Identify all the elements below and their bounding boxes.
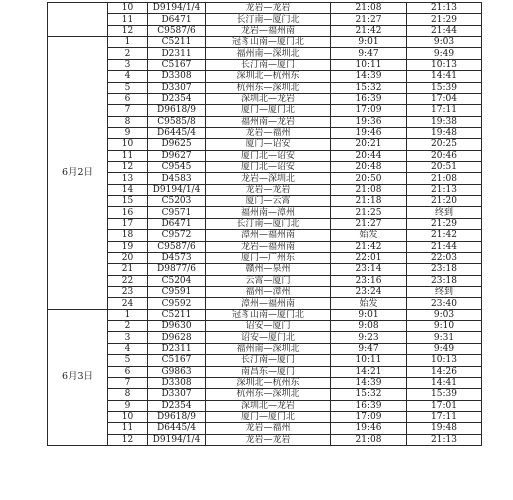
seq-cell: 7 [108, 377, 148, 388]
seq-cell: 11 [108, 14, 148, 25]
table-row [48, 343, 482, 354]
table-row [48, 14, 482, 25]
departure-time-cell: 23:40 [407, 298, 482, 309]
seq-cell: 19 [108, 241, 148, 252]
train-number-cell: C5204 [148, 275, 206, 286]
seq-cell: 23 [108, 286, 148, 297]
arrival-time-cell: 15:32 [331, 82, 407, 93]
route-cell: 龙岩—福州南 [206, 25, 331, 36]
seq-cell: 4 [108, 71, 148, 82]
table-row [48, 309, 482, 320]
departure-time-cell: 9:10 [407, 321, 482, 332]
seq-cell: 12 [108, 25, 148, 36]
table-row [48, 264, 482, 275]
arrival-time-cell: 17:09 [331, 411, 407, 422]
arrival-time-cell: 21:08 [331, 434, 407, 445]
departure-time-cell: 19:38 [407, 116, 482, 127]
table-row [48, 139, 482, 150]
seq-cell: 2 [108, 321, 148, 332]
departure-time-cell: 21:20 [407, 196, 482, 207]
table-row [48, 207, 482, 218]
table-row [48, 389, 482, 400]
seq-cell: 11 [108, 150, 148, 161]
seq-cell: 1 [108, 37, 148, 48]
seq-cell: 21 [108, 264, 148, 275]
departure-time-cell: 10:13 [407, 355, 482, 366]
table-row [48, 286, 482, 297]
route-cell: 厦门—广州东 [206, 252, 331, 263]
table-row [48, 25, 482, 36]
table-row [48, 173, 482, 184]
route-cell: 福州南—深圳北 [206, 343, 331, 354]
route-cell: 厦门—诏安 [206, 139, 331, 150]
arrival-time-cell: 21:08 [331, 184, 407, 195]
departure-time-cell: 15:39 [407, 82, 482, 93]
arrival-time-cell: 14:21 [331, 366, 407, 377]
arrival-time-cell: 14:39 [331, 377, 407, 388]
seq-cell: 3 [108, 332, 148, 343]
seq-cell: 15 [108, 196, 148, 207]
arrival-time-cell: 21:27 [331, 218, 407, 229]
table-row [48, 400, 482, 411]
table-row [48, 127, 482, 138]
table-row [48, 241, 482, 252]
date-cell: 6月2日 [48, 37, 108, 310]
arrival-time-cell: 始发 [331, 298, 407, 309]
schedule-body [48, 3, 482, 446]
train-number-cell: D9627 [148, 150, 206, 161]
departure-time-cell: 21:13 [407, 3, 482, 14]
seq-cell: 10 [108, 139, 148, 150]
seq-cell: 13 [108, 173, 148, 184]
seq-cell: 10 [108, 411, 148, 422]
table-row [48, 321, 482, 332]
seq-cell: 16 [108, 207, 148, 218]
departure-time-cell: 20:46 [407, 150, 482, 161]
departure-time-cell: 17:01 [407, 400, 482, 411]
seq-cell: 14 [108, 184, 148, 195]
departure-time-cell: 22:03 [407, 252, 482, 263]
train-number-cell: D6471 [148, 14, 206, 25]
route-cell: 漳州—福州南 [206, 230, 331, 241]
train-number-cell: G9863 [148, 366, 206, 377]
route-cell: 长汀南—厦门北 [206, 218, 331, 229]
departure-time-cell: 9:49 [407, 48, 482, 59]
seq-cell: 8 [108, 116, 148, 127]
route-cell: 深圳北—龙岩 [206, 93, 331, 104]
departure-time-cell: 9:31 [407, 332, 482, 343]
route-cell: 福州南—龙岩 [206, 116, 331, 127]
arrival-time-cell: 21:25 [331, 207, 407, 218]
route-cell: 深圳北—杭州东 [206, 377, 331, 388]
route-cell: 杭州东—深圳北 [206, 82, 331, 93]
route-cell: 长汀南—厦门 [206, 59, 331, 70]
arrival-time-cell: 19:46 [331, 423, 407, 434]
train-number-cell: D9194/1/4 [148, 3, 206, 14]
train-number-cell: D2354 [148, 93, 206, 104]
table-row [48, 196, 482, 207]
seq-cell: 11 [108, 423, 148, 434]
train-number-cell: C5167 [148, 355, 206, 366]
train-number-cell: D6445/4 [148, 127, 206, 138]
train-number-cell: C9545 [148, 162, 206, 173]
departure-time-cell: 21:44 [407, 241, 482, 252]
route-cell: 冠豸山南—厦门北 [206, 309, 331, 320]
departure-time-cell: 14:41 [407, 377, 482, 388]
seq-cell: 3 [108, 59, 148, 70]
seq-cell: 20 [108, 252, 148, 263]
table-row [48, 93, 482, 104]
arrival-time-cell: 23:24 [331, 286, 407, 297]
arrival-time-cell: 9:01 [331, 309, 407, 320]
seq-cell: 6 [108, 366, 148, 377]
table-row [48, 411, 482, 422]
train-number-cell: D9194/1/4 [148, 434, 206, 445]
table-row [48, 162, 482, 173]
train-number-cell: D3308 [148, 377, 206, 388]
train-number-cell: D4583 [148, 173, 206, 184]
departure-time-cell: 终到 [407, 286, 482, 297]
train-number-cell: D6445/4 [148, 423, 206, 434]
train-number-cell: C9587/6 [148, 241, 206, 252]
table-row [48, 298, 482, 309]
departure-time-cell: 17:04 [407, 93, 482, 104]
arrival-time-cell: 21:42 [331, 25, 407, 36]
arrival-time-cell: 20:48 [331, 162, 407, 173]
departure-time-cell: 20:25 [407, 139, 482, 150]
table-row [48, 105, 482, 116]
seq-cell: 12 [108, 162, 148, 173]
train-number-cell: C5211 [148, 309, 206, 320]
route-cell: 龙岩—福州 [206, 127, 331, 138]
date-cell [48, 3, 108, 37]
train-number-cell: D4573 [148, 252, 206, 263]
route-cell: 南昌东—厦门 [206, 366, 331, 377]
table-row [48, 82, 482, 93]
train-number-cell: C5211 [148, 37, 206, 48]
route-cell: 龙岩—福州南 [206, 241, 331, 252]
train-number-cell: D9618/9 [148, 105, 206, 116]
route-cell: 龙岩—龙岩 [206, 434, 331, 445]
train-number-cell: D9630 [148, 321, 206, 332]
route-cell: 龙岩—深圳北 [206, 173, 331, 184]
arrival-time-cell: 21:18 [331, 196, 407, 207]
route-cell: 厦门北—诏安 [206, 150, 331, 161]
route-cell: 长汀南—厦门北 [206, 14, 331, 25]
route-cell: 厦门北—诏安 [206, 162, 331, 173]
seq-cell: 8 [108, 389, 148, 400]
arrival-time-cell: 19:36 [331, 116, 407, 127]
seq-cell: 9 [108, 400, 148, 411]
table-row [48, 150, 482, 161]
train-number-cell: D2311 [148, 343, 206, 354]
table-row [48, 434, 482, 445]
departure-time-cell: 17:11 [407, 105, 482, 116]
arrival-time-cell: 20:21 [331, 139, 407, 150]
seq-cell: 12 [108, 434, 148, 445]
route-cell: 福州—漳州 [206, 286, 331, 297]
table-row [48, 37, 482, 48]
arrival-time-cell: 21:08 [331, 3, 407, 14]
route-cell: 赣州—泉州 [206, 264, 331, 275]
departure-time-cell: 19:48 [407, 127, 482, 138]
route-cell: 厦门—厦门北 [206, 411, 331, 422]
train-number-cell: D2354 [148, 400, 206, 411]
departure-time-cell: 23:18 [407, 275, 482, 286]
train-schedule-table [47, 2, 482, 446]
departure-time-cell: 9:03 [407, 309, 482, 320]
arrival-time-cell: 始发 [331, 230, 407, 241]
train-number-cell: D3308 [148, 71, 206, 82]
train-number-cell: D9628 [148, 332, 206, 343]
train-number-cell: D9877/6 [148, 264, 206, 275]
departure-time-cell: 21:42 [407, 230, 482, 241]
departure-time-cell: 19:48 [407, 423, 482, 434]
table-row [48, 252, 482, 263]
train-number-cell: C9592 [148, 298, 206, 309]
seq-cell: 7 [108, 105, 148, 116]
arrival-time-cell: 21:42 [331, 241, 407, 252]
departure-time-cell: 14:41 [407, 71, 482, 82]
date-cell: 6月3日 [48, 309, 108, 445]
train-number-cell: D6471 [148, 218, 206, 229]
table-row [48, 184, 482, 195]
table-row [48, 423, 482, 434]
departure-time-cell: 终到 [407, 207, 482, 218]
table-row [48, 218, 482, 229]
seq-cell: 2 [108, 48, 148, 59]
arrival-time-cell: 20:44 [331, 150, 407, 161]
route-cell: 厦门—厦门北 [206, 105, 331, 116]
table-row [48, 48, 482, 59]
table-row [48, 377, 482, 388]
arrival-time-cell: 14:39 [331, 71, 407, 82]
departure-time-cell: 21:08 [407, 173, 482, 184]
train-number-cell: C9591 [148, 286, 206, 297]
seq-cell: 5 [108, 355, 148, 366]
departure-time-cell: 21:13 [407, 184, 482, 195]
train-number-cell: C5167 [148, 59, 206, 70]
departure-time-cell: 20:51 [407, 162, 482, 173]
route-cell: 诏安—厦门 [206, 321, 331, 332]
table-row [48, 332, 482, 343]
table-row [48, 3, 482, 14]
train-number-cell: D9618/9 [148, 411, 206, 422]
train-number-cell: C9585/8 [148, 116, 206, 127]
departure-time-cell: 9:03 [407, 37, 482, 48]
route-cell: 福州南—深圳北 [206, 48, 331, 59]
seq-cell: 10 [108, 3, 148, 14]
arrival-time-cell: 15:32 [331, 389, 407, 400]
route-cell: 厦门—云霄 [206, 196, 331, 207]
departure-time-cell: 9:49 [407, 343, 482, 354]
arrival-time-cell: 16:39 [331, 93, 407, 104]
table-row [48, 275, 482, 286]
route-cell: 龙岩—龙岩 [206, 3, 331, 14]
arrival-time-cell: 23:16 [331, 275, 407, 286]
table-row [48, 59, 482, 70]
departure-time-cell: 17:11 [407, 411, 482, 422]
table-row [48, 116, 482, 127]
arrival-time-cell: 10:11 [331, 59, 407, 70]
seq-cell: 1 [108, 309, 148, 320]
seq-cell: 22 [108, 275, 148, 286]
table-row [48, 230, 482, 241]
route-cell: 深圳北—杭州东 [206, 71, 331, 82]
departure-time-cell: 15:39 [407, 389, 482, 400]
departure-time-cell: 21:44 [407, 25, 482, 36]
route-cell: 福州南—漳州 [206, 207, 331, 218]
train-number-cell: C9587/6 [148, 25, 206, 36]
table-row [48, 366, 482, 377]
departure-time-cell: 21:29 [407, 14, 482, 25]
route-cell: 长汀南—厦门 [206, 355, 331, 366]
train-number-cell: D3307 [148, 82, 206, 93]
route-cell: 杭州东—深圳北 [206, 389, 331, 400]
train-number-cell: D2311 [148, 48, 206, 59]
train-number-cell: C5203 [148, 196, 206, 207]
departure-time-cell: 10:13 [407, 59, 482, 70]
table-row [48, 71, 482, 82]
departure-time-cell: 23:18 [407, 264, 482, 275]
departure-time-cell: 21:13 [407, 434, 482, 445]
arrival-time-cell: 23:14 [331, 264, 407, 275]
arrival-time-cell: 9:08 [331, 321, 407, 332]
seq-cell: 4 [108, 343, 148, 354]
route-cell: 漳州—福州南 [206, 298, 331, 309]
departure-time-cell: 14:26 [407, 366, 482, 377]
arrival-time-cell: 9:47 [331, 343, 407, 354]
arrival-time-cell: 21:27 [331, 14, 407, 25]
arrival-time-cell: 17:09 [331, 105, 407, 116]
seq-cell: 18 [108, 230, 148, 241]
train-number-cell: C9572 [148, 230, 206, 241]
arrival-time-cell: 9:23 [331, 332, 407, 343]
arrival-time-cell: 20:50 [331, 173, 407, 184]
route-cell: 龙岩—龙岩 [206, 184, 331, 195]
departure-time-cell: 21:29 [407, 218, 482, 229]
arrival-time-cell: 9:47 [331, 48, 407, 59]
route-cell: 云霄—厦门 [206, 275, 331, 286]
train-number-cell: D9625 [148, 139, 206, 150]
route-cell: 龙岩—福州 [206, 423, 331, 434]
seq-cell: 9 [108, 127, 148, 138]
seq-cell: 24 [108, 298, 148, 309]
seq-cell: 5 [108, 82, 148, 93]
train-number-cell: D9194/1/4 [148, 184, 206, 195]
arrival-time-cell: 10:11 [331, 355, 407, 366]
route-cell: 诏安—厦门北 [206, 332, 331, 343]
arrival-time-cell: 9:01 [331, 37, 407, 48]
table-row [48, 355, 482, 366]
route-cell: 冠豸山南—厦门北 [206, 37, 331, 48]
arrival-time-cell: 19:46 [331, 127, 407, 138]
route-cell: 深圳北—龙岩 [206, 400, 331, 411]
train-number-cell: C9571 [148, 207, 206, 218]
train-number-cell: D3307 [148, 389, 206, 400]
arrival-time-cell: 22:01 [331, 252, 407, 263]
seq-cell: 17 [108, 218, 148, 229]
arrival-time-cell: 16:39 [331, 400, 407, 411]
seq-cell: 6 [108, 93, 148, 104]
